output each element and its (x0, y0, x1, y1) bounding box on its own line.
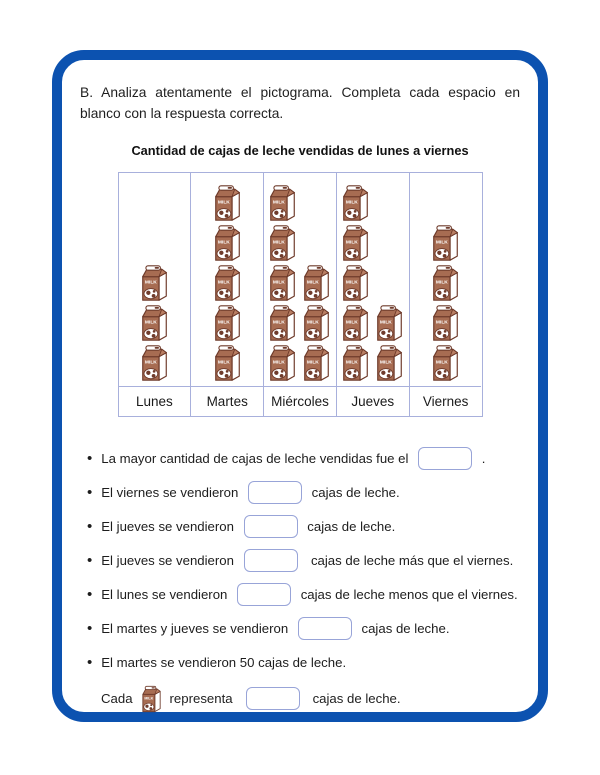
milk-carton-icon (301, 304, 332, 342)
bullet-dot: • (87, 518, 93, 536)
pictogram-row (121, 263, 187, 303)
milk-carton-icon (212, 184, 243, 222)
pictogram-label: Jueves (337, 386, 409, 416)
milk-carton-icon (430, 304, 461, 342)
question-item (87, 481, 520, 505)
pictogram-table (118, 172, 483, 417)
question-text: El jueves se vendieron cajas de leche más que el viernes. (101, 549, 513, 572)
milk-carton-icon (212, 224, 243, 262)
pictogram-row (194, 343, 260, 383)
pictogram-icons (337, 173, 409, 386)
pictogram-row (121, 343, 187, 383)
milk-carton-icon (140, 685, 163, 713)
answer-blank[interactable] (298, 617, 352, 640)
question-text: El viernes se vendieron cajas de leche. (101, 481, 399, 504)
pictogram-row (266, 263, 333, 303)
icon-legend-line (101, 685, 520, 713)
chart-title: Cantidad de cajas de leche vendidas de lunes a viernes (131, 142, 469, 158)
milk-carton-icon (267, 224, 298, 262)
pictogram-row (339, 183, 406, 223)
milk-carton-icon (267, 304, 298, 342)
pictogram-row (413, 343, 479, 383)
pictogram-icons (191, 173, 263, 386)
pictogram-row (339, 343, 406, 383)
legend-pre: Cada (101, 691, 133, 707)
pictogram-row (194, 223, 260, 263)
instruction-text: B. Analiza atentamente el pictograma. Completa cada espacio en blanco con la respuesta correcta. (80, 85, 520, 122)
milk-carton-icon (212, 264, 243, 302)
pictogram-row (413, 263, 479, 303)
milk-carton-icon (139, 304, 170, 342)
milk-carton-icon (340, 344, 371, 382)
question-item (87, 515, 520, 539)
pictogram-row (339, 263, 406, 303)
pictogram-label: Lunes (119, 386, 191, 416)
pictogram-row (266, 343, 333, 383)
milk-carton-icon (212, 304, 243, 342)
question-item (87, 651, 520, 675)
milk-carton-icon (139, 344, 170, 382)
pictogram-row (194, 263, 260, 303)
bullet-dot: • (87, 484, 93, 502)
pictogram-column (336, 173, 409, 416)
milk-carton-icon (340, 184, 371, 222)
milk-carton-icon (301, 344, 332, 382)
milk-carton-icon (430, 344, 461, 382)
pictogram-icons (410, 173, 482, 386)
bullet-dot: • (87, 586, 93, 604)
pictogram-row (413, 183, 479, 223)
bullet-dot: • (87, 552, 93, 570)
pictogram-row (194, 183, 260, 223)
bullet-dot: • (87, 450, 93, 468)
answer-blank[interactable] (248, 481, 302, 504)
pictogram-icons (264, 173, 336, 386)
answer-blank[interactable] (246, 687, 300, 710)
pictogram-row (194, 303, 260, 343)
milk-carton-icon (212, 344, 243, 382)
answer-blank[interactable] (237, 583, 291, 606)
pictogram-row (121, 303, 187, 343)
pictogram-column (190, 173, 263, 416)
milk-carton-icon (139, 264, 170, 302)
pictogram-row (339, 223, 406, 263)
pictogram-row (266, 223, 333, 263)
question-item (87, 617, 520, 641)
questions-list (87, 447, 520, 675)
milk-carton-icon (340, 304, 371, 342)
milk-carton-icon (340, 264, 371, 302)
pictogram-icons (119, 173, 191, 386)
milk-carton-icon (267, 184, 298, 222)
question-item (87, 583, 520, 607)
milk-carton-icon (374, 304, 405, 342)
pictogram-column (263, 173, 336, 416)
pictogram-label: Martes (191, 386, 263, 416)
pictogram-label: Viernes (410, 386, 482, 416)
pictogram-column (119, 173, 191, 416)
milk-carton-icon (430, 224, 461, 262)
question-text: La mayor cantidad de cajas de leche vendidas fue el . (101, 447, 485, 470)
worksheet-frame (52, 50, 548, 722)
milk-carton-icon (301, 264, 332, 302)
pictogram-row (339, 303, 406, 343)
pictogram-label: Miércoles (264, 386, 336, 416)
answer-blank[interactable] (244, 549, 298, 572)
milk-carton-icon (267, 344, 298, 382)
answer-blank[interactable] (418, 447, 472, 470)
milk-carton-icon (430, 264, 461, 302)
pictogram-row (121, 223, 187, 263)
worksheet-content (62, 60, 538, 713)
question-text: El lunes se vendieron cajas de leche menos que el viernes. (101, 583, 517, 606)
bullet-dot: • (87, 620, 93, 638)
pictogram-row (121, 183, 187, 223)
question-item (87, 549, 520, 573)
pictogram-column (409, 173, 482, 416)
answer-blank[interactable] (244, 515, 298, 538)
legend-mid: representa (169, 691, 233, 707)
question-text: El jueves se vendieron cajas de leche. (101, 515, 395, 538)
pictogram-row (413, 223, 479, 263)
milk-carton-icon (340, 224, 371, 262)
bullet-dot: • (87, 654, 93, 672)
legend-post: cajas de leche. (312, 691, 401, 707)
pictogram-row (266, 183, 333, 223)
question-text: El martes y jueves se vendieron cajas de leche. (101, 617, 449, 640)
question-item (87, 447, 520, 471)
question-text: El martes se vendieron 50 cajas de leche. (101, 655, 350, 671)
pictogram-row (266, 303, 333, 343)
milk-carton-icon (267, 264, 298, 302)
pictogram-row (413, 303, 479, 343)
milk-carton-icon (374, 344, 405, 382)
